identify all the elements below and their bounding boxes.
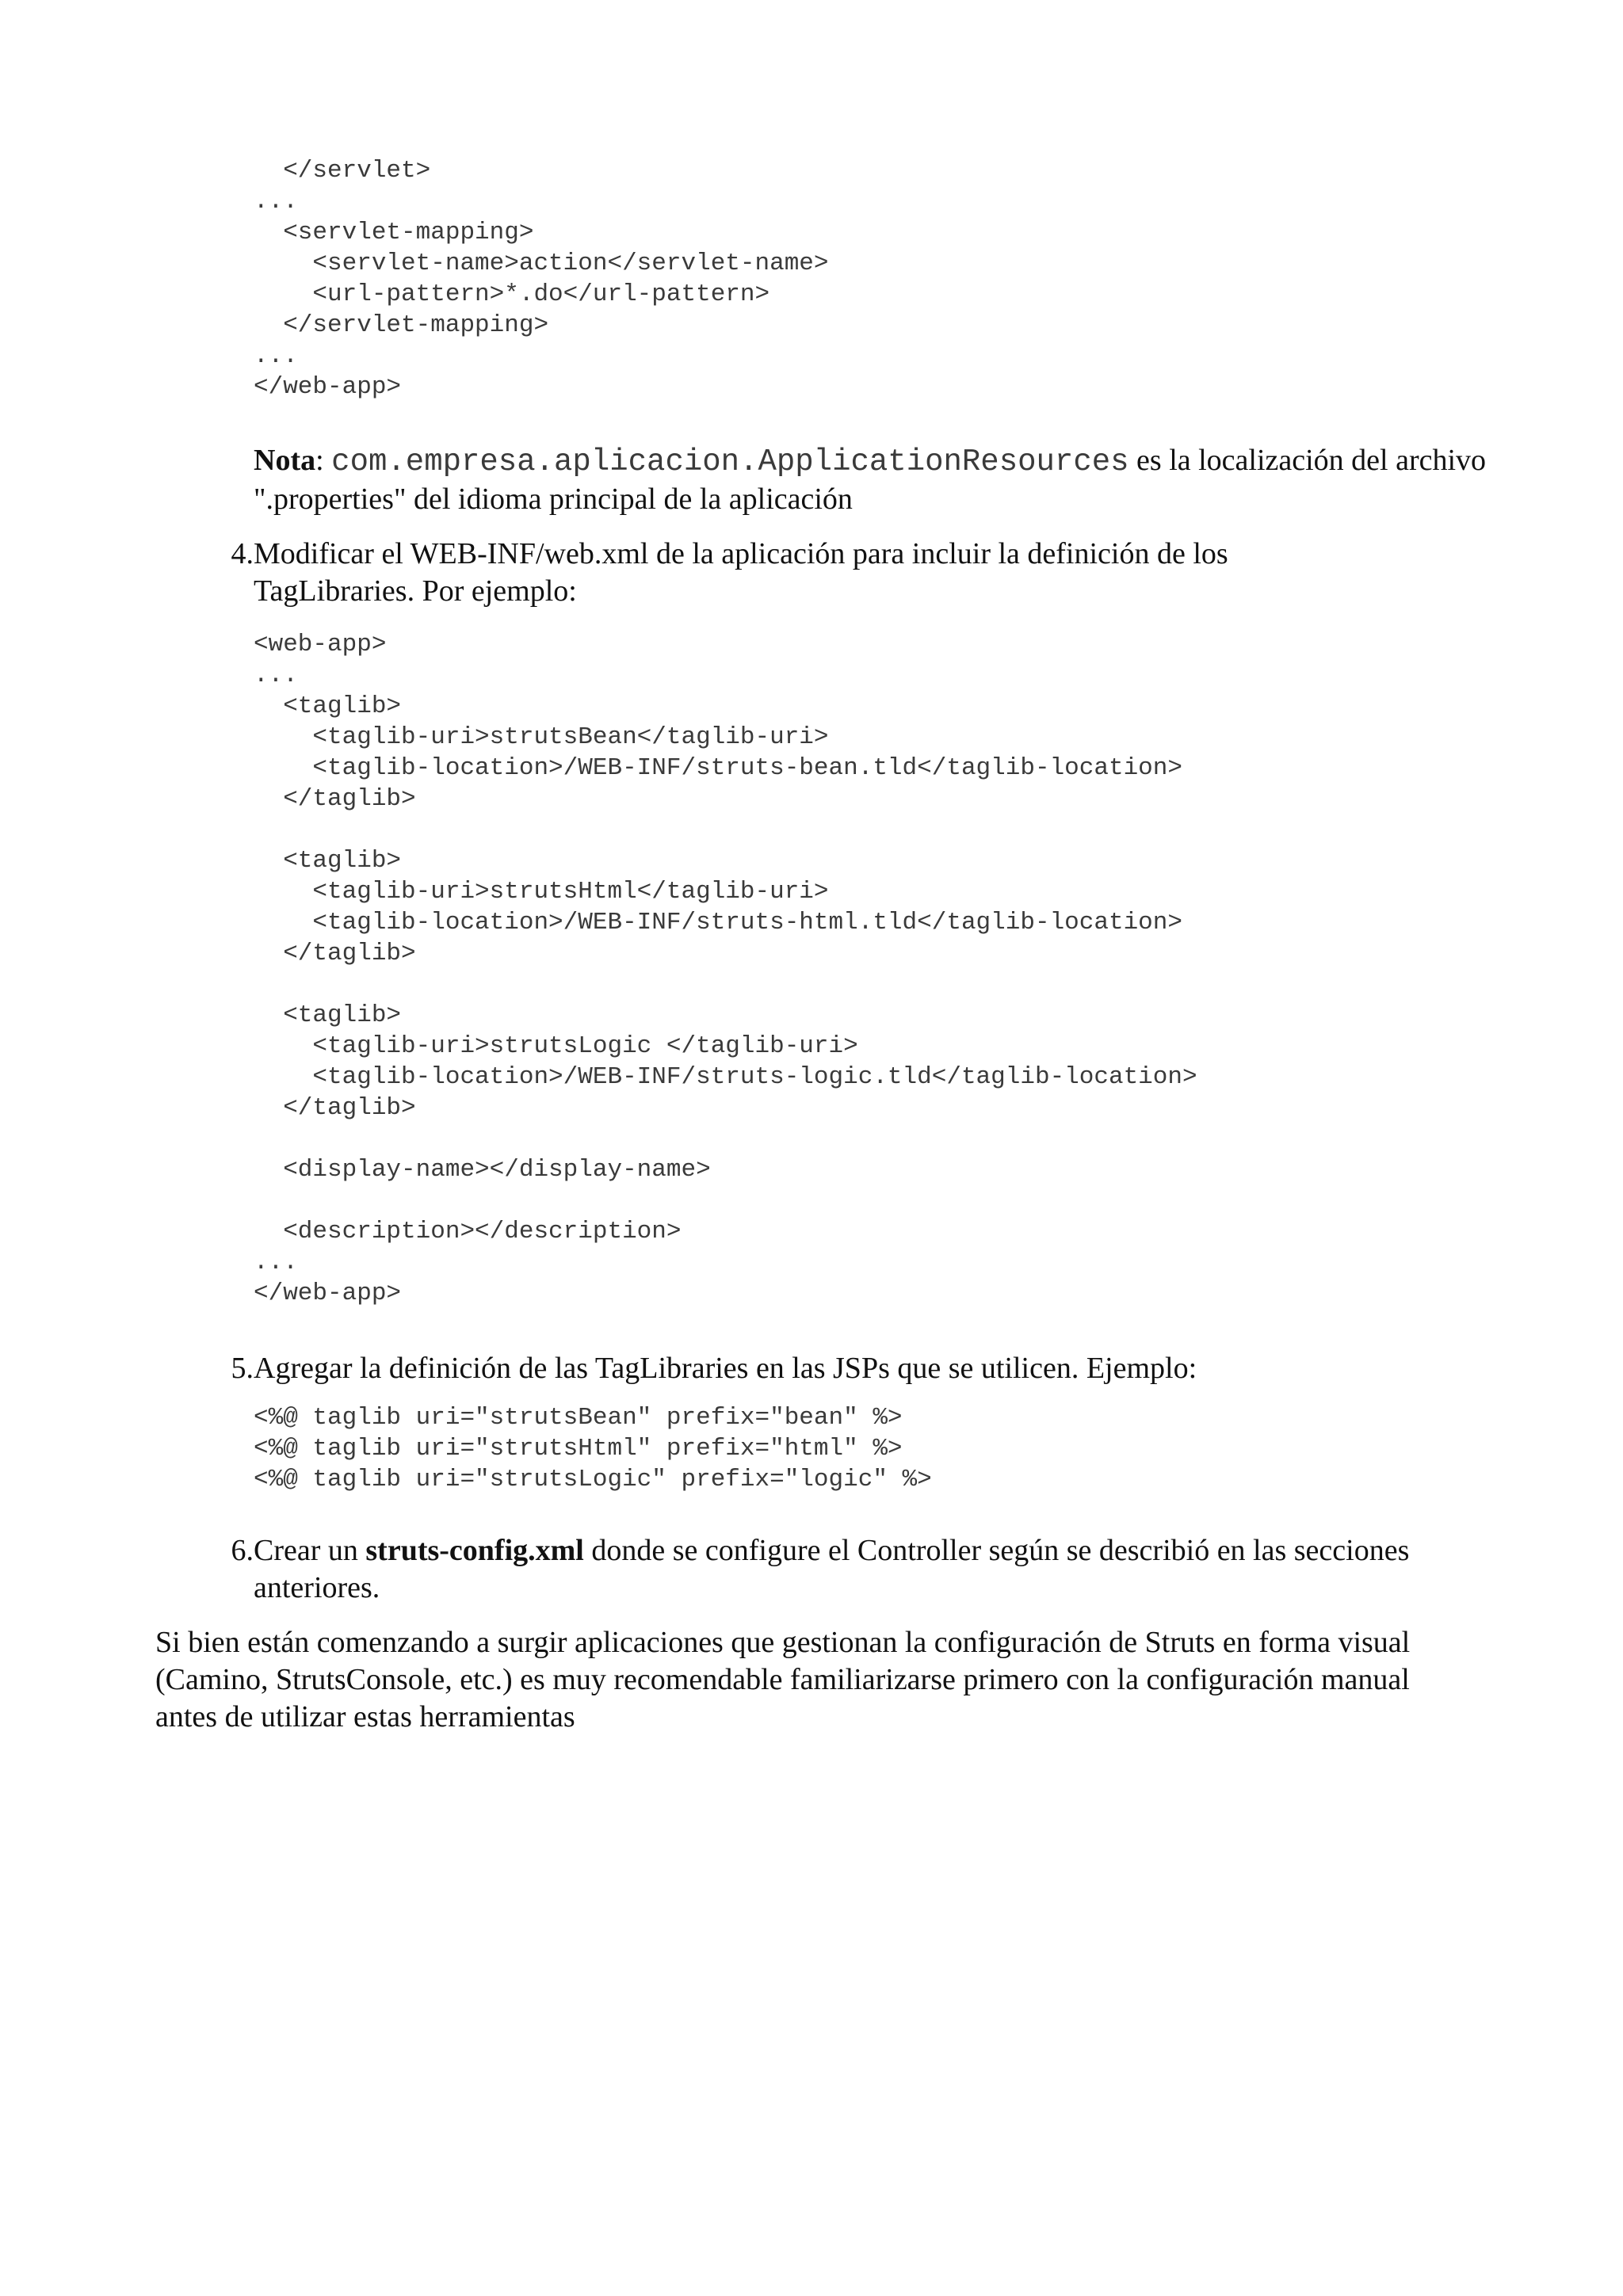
note-paragraph: Nota: com.empresa.aplicacion.ApplicationResources es la localización del archivo ".properties" del idioma principal de la aplicación [254,444,1487,516]
code-block-web-xml-end: </servlet> ... <servlet-mapping> <servlet-name>action</servlet-name> <url-pattern>*.do</url-pattern> </servlet-mapping> ... </web-app> [254,157,829,401]
list-item-text: Agregar la definición de las TagLibraries en las JSPs que se utilicen. Ejemplo: [254,1352,1197,1385]
list-item-6 [211,1532,1442,1607]
list-item-text: Modificar el WEB-INF/web.xml de la aplicación para incluir la definición de los TagLibraries. Por ejemplo: [254,537,1228,608]
bold-filename: struts-config.xml [365,1534,584,1567]
code-block-jsp-taglib: <%@ taglib uri="strutsBean" prefix="bean" %> <%@ taglib uri="strutsHtml" prefix="html" %> <%@ taglib uri="strutsLogic" prefix="logic" %> [254,1404,932,1493]
note-label: Nota [254,444,316,477]
list-number: 6. [231,1534,254,1567]
list-item-4 [211,536,1363,610]
closing-paragraph: Si bien están comenzando a surgir aplicaciones que gestionan la configuración de Struts en forma visual (Camino, StrutsConsole, etc.) es muy recomendable familiarizarse primero con la configuración manual antes de utilizar estas herramientas [155,1626,1411,1733]
list-number: 5. [231,1352,254,1385]
list-item-text: Crear un struts-config.xml donde se configure el Controller según se describió en las secciones anteriores. [254,1534,1410,1604]
list-number: 4. [231,537,254,570]
code-block-taglib-definitions: <web-app> ... <taglib> <taglib-uri>strutsBean</taglib-uri> <taglib-location>/WEB-INF/struts-bean.tld</taglib-location> </taglib> <taglib> <taglib-uri>strutsHtml</taglib-uri> <taglib-location>/WEB-INF/struts-html.tld</taglib-location> </taglib> <taglib> <taglib-uri>strutsLogic </taglib-uri> <taglib-location>/WEB-INF/struts-logic.tld</taglib-location> </taglib> <display-name></display-name> <description></description> ... </web-app> [254,631,1197,1307]
note-text: es la localización del archivo ".properties" del idioma principal de la aplicación [254,444,1487,516]
note-code: com.empresa.aplicacion.ApplicationResources [331,444,1129,479]
list-item-5 [211,1350,1490,1387]
